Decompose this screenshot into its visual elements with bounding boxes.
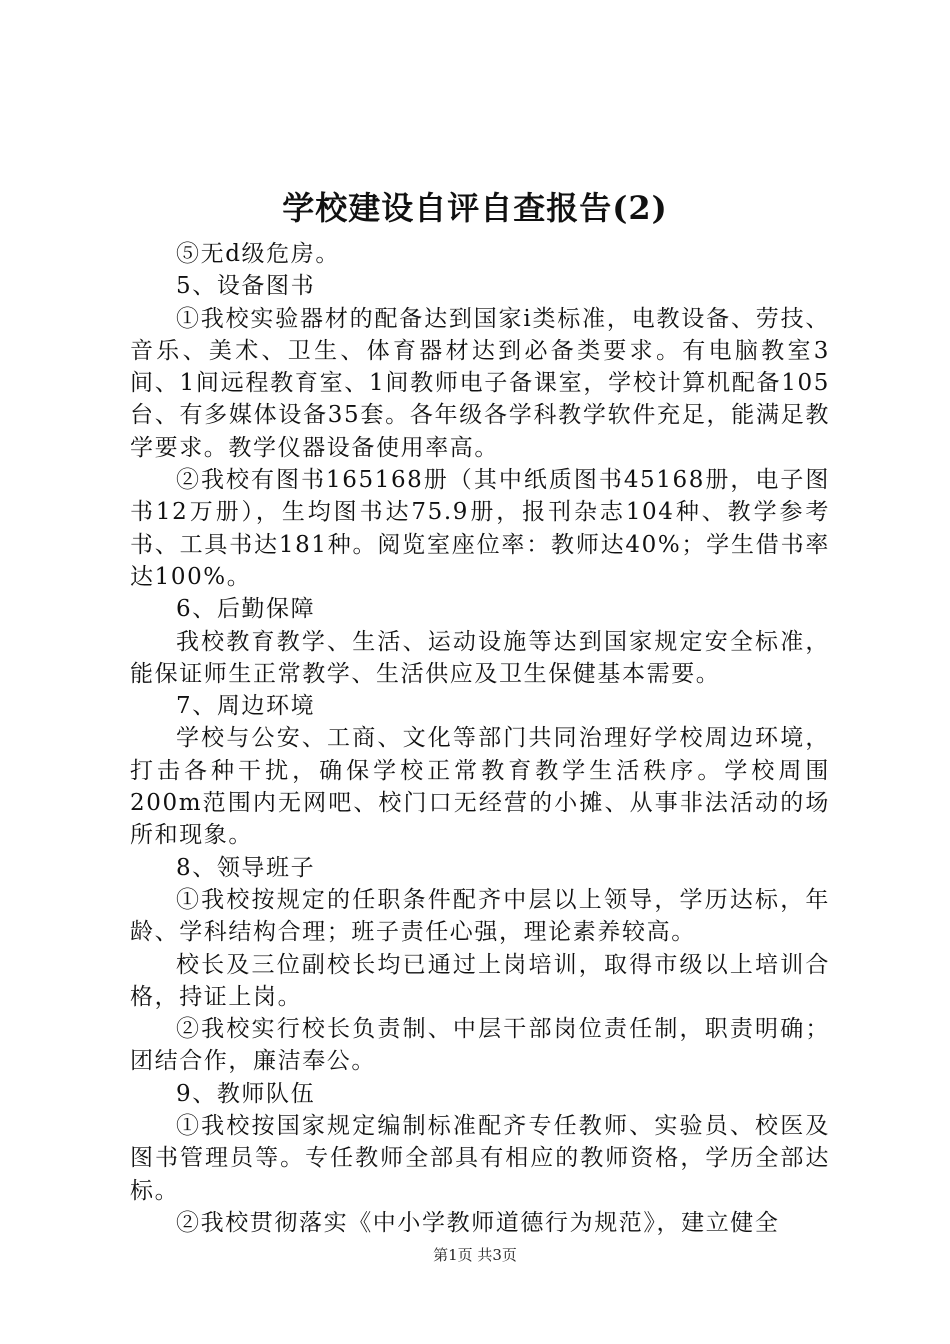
section-heading: 7、周边环境	[176, 693, 316, 720]
paragraph: 学校与公安、工商、文化等部门共同治理好学校周边环境，打击各种干扰，确保学校正常教育教学生活秩序。学校周围200m范围内无网吧、校门口无经营的小摊、从事非法活动的场所和现象。	[130, 725, 830, 849]
paragraph: 校长及三位副校长均已通过上岗培训，取得市级以上培训合格，持证上岗。	[130, 951, 830, 1010]
section-heading: 6、后勤保障	[176, 596, 316, 623]
paragraph: ②我校实行校长负责制、中层干部岗位责任制，职责明确；团结合作，廉洁奉公。	[130, 1016, 830, 1075]
page-number-footer: 第1页 共3页	[433, 1246, 517, 1264]
paragraph: ①我校按规定的任职条件配齐中层以上领导，学历达标，年龄、学科结构合理；班子责任心强，理论素养较高。	[130, 886, 830, 946]
section-heading: 5、设备图书	[176, 273, 316, 300]
section-heading: 9、教师队伍	[176, 1080, 316, 1107]
paragraph: ②我校有图书165168册（其中纸质图书45168册，电子图书12万册），生均图书达75.9册，报刊杂志104种、教学参考书、工具书达181种。阅览室座位率：教师达40%；学生借书率达100%。	[130, 467, 830, 590]
document-body	[130, 238, 830, 1239]
document-title: 学校建设自评自查报告(2)	[282, 189, 668, 227]
paragraph: ①我校按国家规定编制标准配齐专任教师、实验员、校医及图书管理员等。专任教师全部具有相应的教师资格，学历全部达标。	[130, 1113, 830, 1204]
paragraph: ①我校实验器材的配备达到国家i类标准，电教设备、劳技、音乐、美术、卫生、体育器材达到必备类要求。有电脑教室3间、1间远程教育室、1间教师电子备课室，学校计算机配备105台、有多媒体设备35套。各年级各学科教学软件充足，能满足教学要求。教学仪器设备使用率高。	[130, 305, 830, 461]
paragraph: ⑤无d级危房。	[176, 241, 340, 267]
paragraph: ②我校贯彻落实《中小学教师道德行为规范》，建立健全	[176, 1209, 780, 1236]
section-heading: 8、领导班子	[176, 854, 316, 881]
paragraph: 我校教育教学、生活、运动设施等达到国家规定安全标准，能保证师生正常教学、生活供应及卫生保健基本需要。	[130, 628, 830, 687]
